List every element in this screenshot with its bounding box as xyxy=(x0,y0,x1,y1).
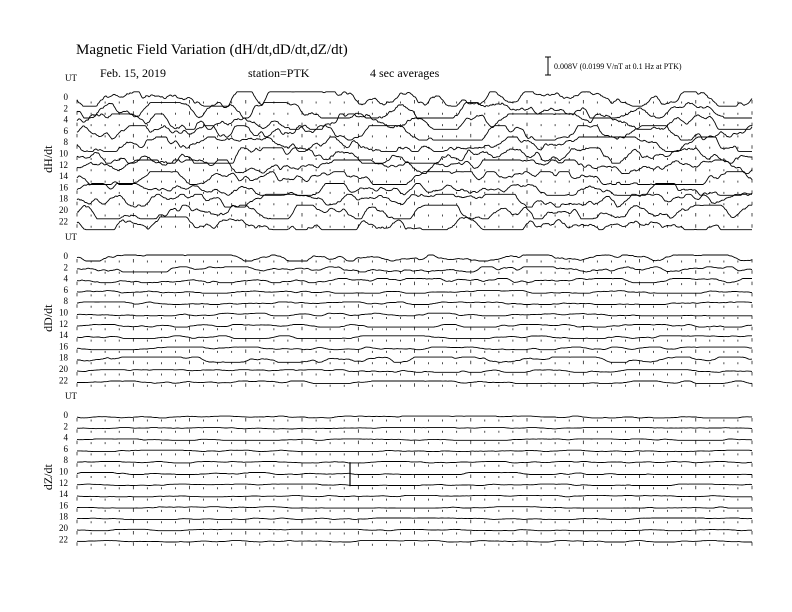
hour-ticks-ut-6 xyxy=(77,452,752,456)
row-label-ut-16: 16 xyxy=(59,182,68,193)
hour-ticks-ut-18 xyxy=(77,520,752,524)
row-label-ut-22: 22 xyxy=(59,375,68,386)
hour-ticks-ut-2 xyxy=(77,429,752,433)
row-label-ut-10: 10 xyxy=(59,466,68,477)
trace-ut-22 xyxy=(77,381,752,384)
scale-label: 0.008V (0.0199 V/nT at 0.1 Hz at PTK) xyxy=(554,62,682,71)
trace-ut-4 xyxy=(77,439,752,440)
row-label-ut-0: 0 xyxy=(63,410,68,420)
row-label-ut-16: 16 xyxy=(59,341,68,352)
trace-ut-2 xyxy=(77,103,752,118)
trace-ut-10 xyxy=(77,313,752,316)
station-label: station=PTK xyxy=(248,66,310,80)
trace-ut-0 xyxy=(77,416,752,418)
date-label: Feb. 15, 2019 xyxy=(100,66,166,80)
hour-ticks-ut-16 xyxy=(77,508,752,512)
panel-ylabel: dD/dt xyxy=(41,304,55,332)
ut-header-label: UT xyxy=(65,73,77,83)
hour-ticks-ut-22 xyxy=(77,224,752,228)
trace-ut-8 xyxy=(77,462,752,463)
row-label-ut-14: 14 xyxy=(59,171,68,182)
hour-ticks-ut-22 xyxy=(77,383,752,387)
row-label-ut-18: 18 xyxy=(59,193,68,204)
row-label-ut-4: 4 xyxy=(63,273,68,284)
row-label-ut-16: 16 xyxy=(59,500,68,511)
row-label-ut-12: 12 xyxy=(59,159,68,170)
hour-ticks-ut-14 xyxy=(77,338,752,342)
row-label-ut-2: 2 xyxy=(63,262,68,273)
hour-ticks-ut-2 xyxy=(77,111,752,115)
row-label-ut-14: 14 xyxy=(59,330,68,341)
hour-ticks-ut-6 xyxy=(77,134,752,138)
row-label-ut-18: 18 xyxy=(59,352,68,363)
row-label-ut-0: 0 xyxy=(63,251,68,261)
panels-group xyxy=(41,73,752,546)
trace-ut-8 xyxy=(77,137,752,151)
row-label-ut-0: 0 xyxy=(63,92,68,102)
trace-ut-12 xyxy=(77,484,752,485)
row-label-ut-18: 18 xyxy=(59,511,68,522)
hour-ticks-ut-0 xyxy=(77,418,752,422)
hour-ticks-ut-20 xyxy=(77,372,752,376)
trace-ut-0 xyxy=(77,92,752,106)
hour-ticks-ut-22 xyxy=(77,542,752,546)
panel-dH-dt xyxy=(41,73,752,230)
row-label-ut-22: 22 xyxy=(59,534,68,545)
hour-ticks-ut-2 xyxy=(77,270,752,274)
trace-ut-10 xyxy=(77,148,752,163)
scale-bar xyxy=(545,57,682,75)
trace-ut-8 xyxy=(77,302,752,305)
hour-ticks-ut-10 xyxy=(77,475,752,479)
averaging-label: 4 sec averages xyxy=(370,66,440,80)
row-label-ut-4: 4 xyxy=(63,114,68,125)
row-label-ut-8: 8 xyxy=(63,137,68,148)
trace-ut-14 xyxy=(77,336,752,339)
trace-ut-6 xyxy=(77,291,752,294)
panel-ylabel: dZ/dt xyxy=(41,464,55,491)
hour-ticks-ut-8 xyxy=(77,145,752,149)
row-label-ut-22: 22 xyxy=(59,216,68,227)
row-label-ut-6: 6 xyxy=(63,284,68,295)
trace-ut-20 xyxy=(77,370,752,373)
row-label-ut-2: 2 xyxy=(63,103,68,114)
trace-ut-16 xyxy=(77,347,752,350)
hour-ticks-ut-8 xyxy=(77,463,752,467)
row-label-ut-12: 12 xyxy=(59,477,68,488)
ut-header-label: UT xyxy=(65,232,77,242)
row-label-ut-12: 12 xyxy=(59,318,68,329)
trace-ut-22 xyxy=(77,541,752,542)
row-label-ut-2: 2 xyxy=(63,421,68,432)
chart-title: Magnetic Field Variation (dH/dt,dD/dt,dZ/dt) xyxy=(76,42,348,58)
hour-ticks-ut-14 xyxy=(77,497,752,501)
row-label-ut-10: 10 xyxy=(59,307,68,318)
row-label-ut-10: 10 xyxy=(59,148,68,159)
hour-ticks-ut-18 xyxy=(77,202,752,206)
hour-ticks-ut-20 xyxy=(77,531,752,535)
trace-ut-16 xyxy=(77,507,752,508)
row-label-ut-8: 8 xyxy=(63,296,68,307)
row-label-ut-6: 6 xyxy=(63,125,68,136)
trace-ut-12 xyxy=(77,160,752,174)
row-label-ut-20: 20 xyxy=(59,364,68,374)
trace-ut-18 xyxy=(77,518,752,519)
trace-ut-10 xyxy=(77,473,752,475)
hour-ticks-ut-16 xyxy=(77,349,752,353)
trace-ut-6 xyxy=(77,450,752,451)
panel-dD-dt xyxy=(41,232,752,387)
panel-ylabel: dH/dt xyxy=(41,145,55,173)
trace-ut-20 xyxy=(77,529,752,530)
ut-header-label: UT xyxy=(65,391,77,401)
hour-ticks-ut-4 xyxy=(77,282,752,286)
panel-dZ-dt xyxy=(41,391,752,546)
trace-ut-12 xyxy=(77,325,752,328)
trace-ut-2 xyxy=(77,428,752,429)
row-label-ut-6: 6 xyxy=(63,443,68,454)
row-label-ut-20: 20 xyxy=(59,523,68,533)
hour-ticks-ut-14 xyxy=(77,179,752,183)
hour-ticks-ut-12 xyxy=(77,486,752,490)
hour-ticks-ut-16 xyxy=(77,190,752,194)
hour-ticks-ut-4 xyxy=(77,441,752,445)
row-label-ut-8: 8 xyxy=(63,455,68,466)
row-label-ut-14: 14 xyxy=(59,489,68,500)
row-label-ut-20: 20 xyxy=(59,205,68,215)
row-label-ut-4: 4 xyxy=(63,432,68,443)
trace-ut-14 xyxy=(77,495,752,496)
